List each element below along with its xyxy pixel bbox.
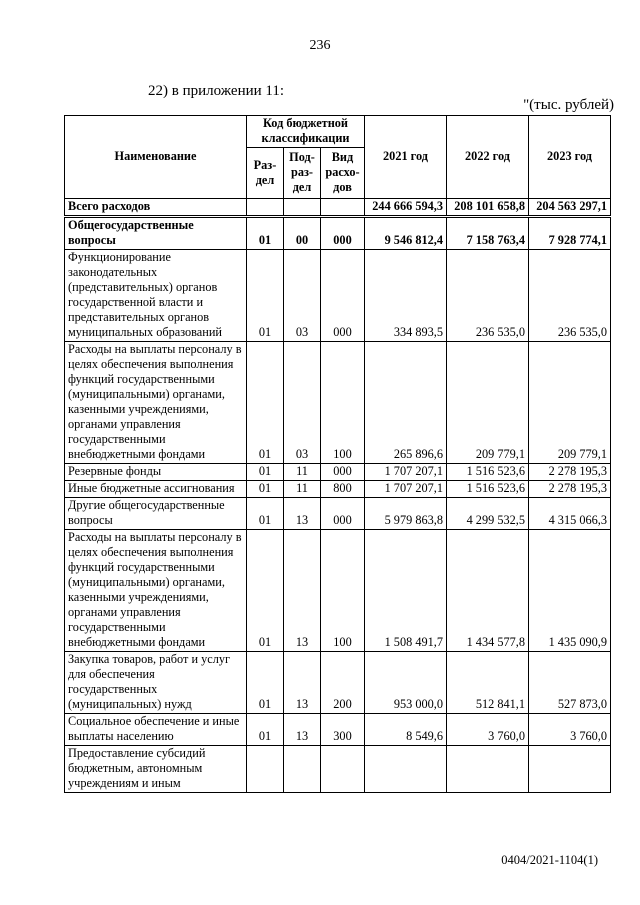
vid-cell: 300 [321,714,365,746]
vid-cell: 100 [321,530,365,652]
row-name: Иные бюджетные ассигнования [65,481,247,498]
podrazdel-cell: 13 [284,530,321,652]
value-2023: 204 563 297,1 [529,199,611,217]
header-razdel: Раз-дел [247,148,284,199]
razdel-cell [247,199,284,217]
header-2021: 2021 год [365,116,447,199]
value-2022: 4 299 532,5 [447,498,529,530]
row-name: Функционирование законодательных (представительных) органов государственной власти и представительных органов муниципальных образований [65,250,247,342]
vid-cell [321,199,365,217]
value-2022: 1 434 577,8 [447,530,529,652]
table-row [65,746,611,793]
vid-cell: 100 [321,342,365,464]
value-2022: 1 516 523,6 [447,464,529,481]
razdel-cell: 01 [247,464,284,481]
razdel-cell: 01 [247,342,284,464]
value-2022: 7 158 763,4 [447,217,529,250]
vid-cell: 000 [321,464,365,481]
razdel-cell: 01 [247,217,284,250]
value-2023: 527 873,0 [529,652,611,714]
value-2023 [529,746,611,793]
table-row [65,199,611,217]
page-number: 236 [309,38,331,53]
value-2021: 265 896,6 [365,342,447,464]
table-row [65,652,611,714]
value-2023: 2 278 195,3 [529,481,611,498]
row-name: Общегосударственные вопросы [65,217,247,250]
table-row [65,217,611,250]
vid-cell: 200 [321,652,365,714]
vid-cell [321,746,365,793]
header-vid: Вид расхо-дов [321,148,365,199]
header-code-group: Код бюджетной классификации [247,116,365,148]
value-2022: 208 101 658,8 [447,199,529,217]
razdel-cell: 01 [247,481,284,498]
value-2023: 209 779,1 [529,342,611,464]
header-2023: 2023 год [529,116,611,199]
podrazdel-cell: 03 [284,342,321,464]
razdel-cell [247,746,284,793]
value-2023: 4 315 066,3 [529,498,611,530]
value-2021: 9 546 812,4 [365,217,447,250]
podrazdel-cell: 13 [284,498,321,530]
value-2022: 1 516 523,6 [447,481,529,498]
table-row [65,530,611,652]
row-name: Социальное обеспечение и иные выплаты населению [65,714,247,746]
value-2023: 1 435 090,9 [529,530,611,652]
podrazdel-cell: 11 [284,464,321,481]
section-heading: 22) в приложении 11: [148,83,285,99]
value-2021: 5 979 863,8 [365,498,447,530]
value-2021: 1 508 491,7 [365,530,447,652]
razdel-cell: 01 [247,714,284,746]
table-row [65,498,611,530]
vid-cell: 000 [321,250,365,342]
row-name: Расходы на выплаты персоналу в целях обеспечения выполнения функций государственными (муниципальными) органами, казенными учреждениями, органами управления государственными внебюджетными фондами [65,342,247,464]
value-2021: 8 549,6 [365,714,447,746]
vid-cell: 000 [321,217,365,250]
value-2023: 236 535,0 [529,250,611,342]
table-row [65,714,611,746]
value-2022: 3 760,0 [447,714,529,746]
value-2021: 244 666 594,3 [365,199,447,217]
table-body [65,199,611,793]
value-2022 [447,746,529,793]
table-row [65,342,611,464]
table-row [65,250,611,342]
value-2021: 1 707 207,1 [365,464,447,481]
value-2023: 2 278 195,3 [529,464,611,481]
podrazdel-cell: 13 [284,714,321,746]
podrazdel-cell: 03 [284,250,321,342]
row-name: Резервные фонды [65,464,247,481]
value-2021: 953 000,0 [365,652,447,714]
value-2023: 3 760,0 [529,714,611,746]
table-row [65,481,611,498]
podrazdel-cell: 13 [284,652,321,714]
table-row [65,464,611,481]
vid-cell: 800 [321,481,365,498]
razdel-cell: 01 [247,652,284,714]
podrazdel-cell: 00 [284,217,321,250]
value-2022: 236 535,0 [447,250,529,342]
value-2021: 1 707 207,1 [365,481,447,498]
podrazdel-cell [284,746,321,793]
document-code: 0404/2021-1104(1) [501,853,598,867]
header-name: Наименование [65,116,247,199]
units-label: "(тыс. рублей) [523,97,614,113]
row-name: Другие общегосударственные вопросы [65,498,247,530]
row-name: Всего расходов [65,199,247,217]
row-name: Закупка товаров, работ и услуг для обеспечения государственных (муниципальных) нужд [65,652,247,714]
value-2022: 209 779,1 [447,342,529,464]
header-2022: 2022 год [447,116,529,199]
value-2023: 7 928 774,1 [529,217,611,250]
value-2021: 334 893,5 [365,250,447,342]
podrazdel-cell: 11 [284,481,321,498]
header-podrazdel: Под-раз-дел [284,148,321,199]
row-name: Расходы на выплаты персоналу в целях обеспечения выполнения функций государственными (муниципальными) органами, казенными учреждениями, органами управления государственными внебюджетными фондами [65,530,247,652]
razdel-cell: 01 [247,530,284,652]
budget-table [64,115,611,793]
value-2022: 512 841,1 [447,652,529,714]
row-name: Предоставление субсидий бюджетным, автономным учреждениям и иным [65,746,247,793]
razdel-cell: 01 [247,498,284,530]
value-2021 [365,746,447,793]
vid-cell: 000 [321,498,365,530]
razdel-cell: 01 [247,250,284,342]
podrazdel-cell [284,199,321,217]
